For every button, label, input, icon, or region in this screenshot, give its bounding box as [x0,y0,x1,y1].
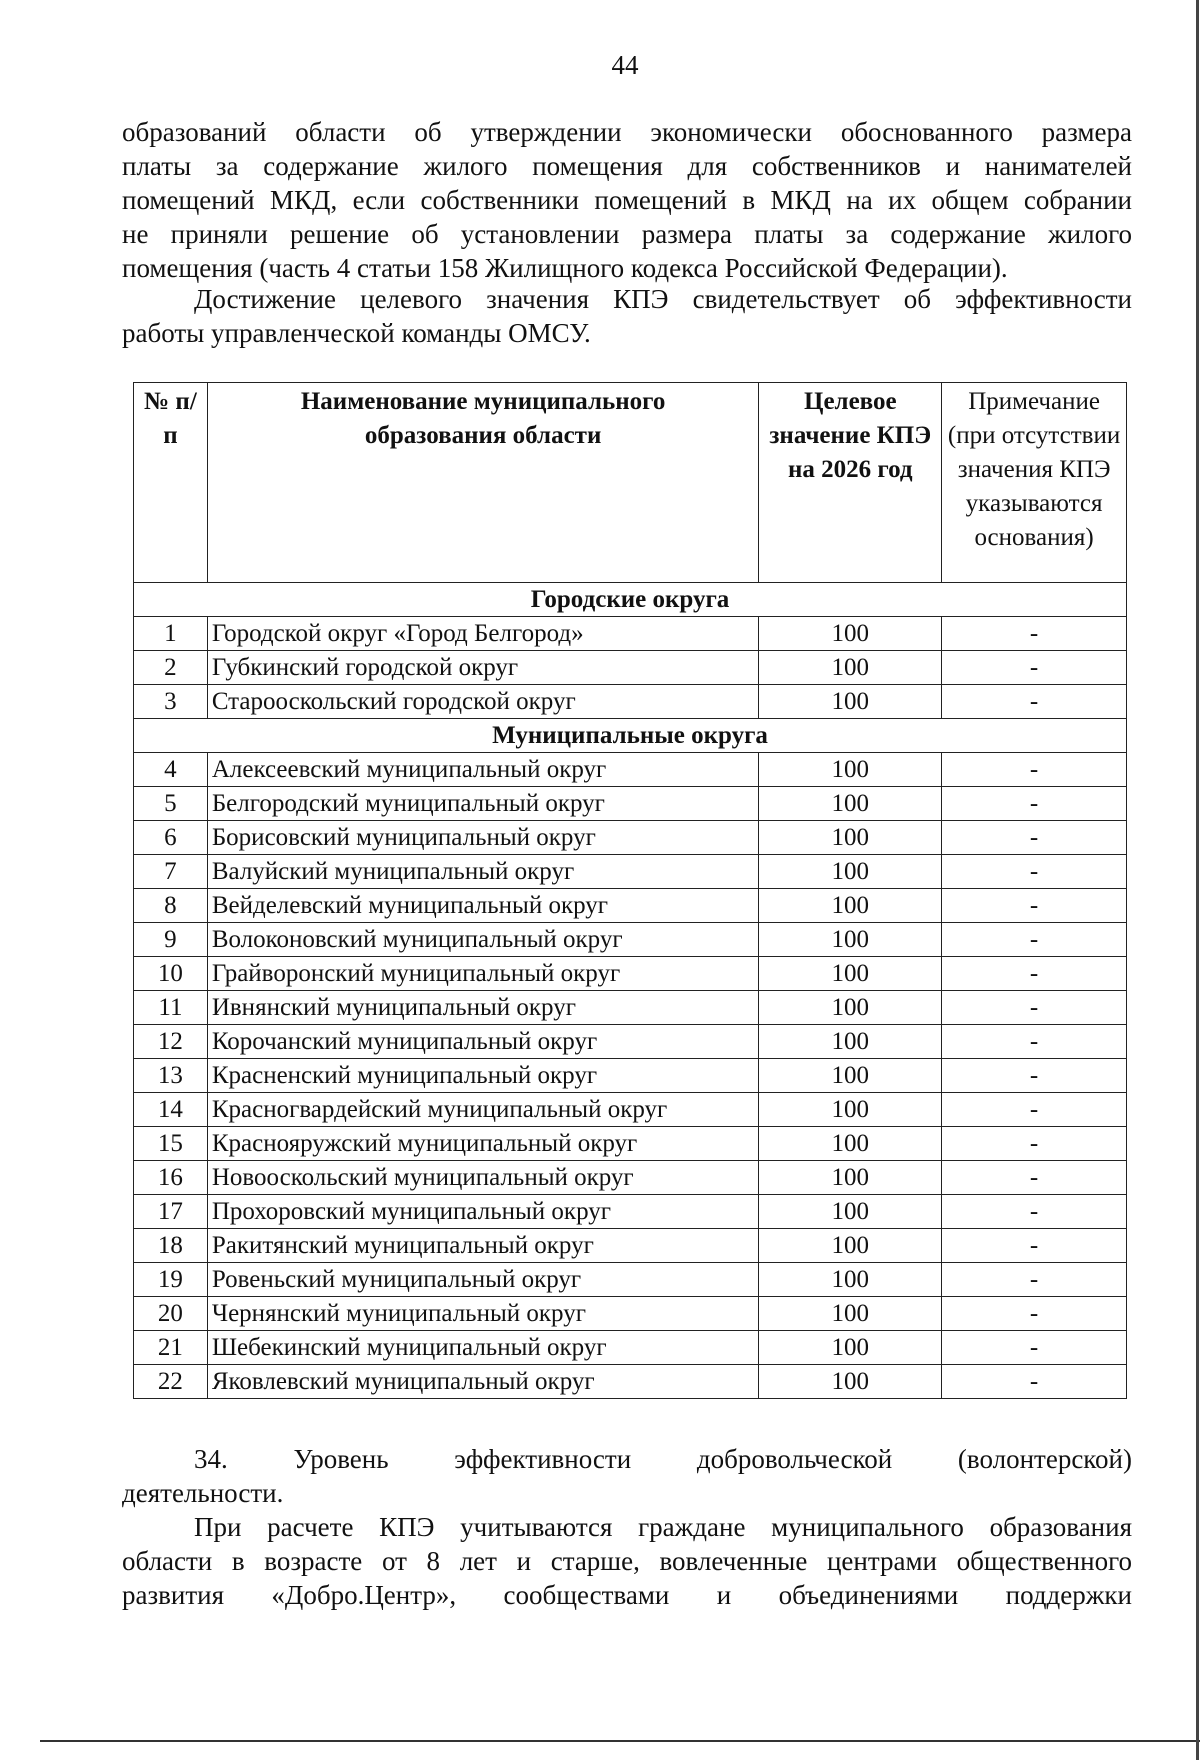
section-row [134,719,1127,753]
row-target-value: 100 [759,1229,942,1263]
table-row [134,1195,1127,1229]
row-target-value: 100 [759,1297,942,1331]
kpe-table [133,382,1127,1399]
section-title: Городские округа [134,583,1127,617]
row-note: - [942,617,1127,651]
row-name: Губкинский городской округ [207,651,759,685]
row-name: Краснояружский муниципальный округ [207,1127,759,1161]
header-name: Наименование муниципального образования области [207,383,759,583]
row-name: Корочанский муниципальный округ [207,1025,759,1059]
row-note: - [942,1059,1127,1093]
row-note: - [942,957,1127,991]
calc-paragraph [122,1510,1132,1612]
row-target-value: 100 [759,753,942,787]
table-row [134,1059,1127,1093]
header-note: Примечание (при отсутствии значения КПЭ указываются основания) [942,383,1127,583]
table-row [134,1229,1127,1263]
row-note: - [942,1365,1127,1399]
scan-bottom-line [40,1740,1200,1742]
row-number: 18 [134,1229,208,1263]
row-note: - [942,753,1127,787]
table-row [134,1127,1127,1161]
row-target-value: 100 [759,889,942,923]
table-row [134,855,1127,889]
row-number: 7 [134,855,208,889]
row-name: Ровеньский муниципальный округ [207,1263,759,1297]
row-name: Прохоровский муниципальный округ [207,1195,759,1229]
row-name: Старооскольский городской округ [207,685,759,719]
text-line: При расчете КПЭ учитываются граждане муниципального образования [194,1512,1132,1542]
text-line: развития «Добро.Центр», сообществами и объединениями поддержки [122,1580,1132,1610]
table-row [134,991,1127,1025]
row-name: Красненский муниципальный округ [207,1059,759,1093]
text-line: не приняли решение об установлении размера платы за содержание жилого [122,219,1132,249]
section-row [134,583,1127,617]
row-number: 16 [134,1161,208,1195]
text-line: деятельности. [122,1478,284,1508]
text-line: 34. Уровень эффективности добровольческой (волонтерской) [194,1444,1132,1474]
row-number: 3 [134,685,208,719]
row-target-value: 100 [759,1161,942,1195]
row-number: 15 [134,1127,208,1161]
header-target: Целевое значение КПЭ на 2026 год [759,383,942,583]
row-note: - [942,1025,1127,1059]
row-name: Борисовский муниципальный округ [207,821,759,855]
row-name: Красногвардейский муниципальный округ [207,1093,759,1127]
row-note: - [942,1093,1127,1127]
table-row [134,1365,1127,1399]
row-target-value: 100 [759,617,942,651]
table-row [134,957,1127,991]
row-name: Алексеевский муниципальный округ [207,753,759,787]
row-number: 17 [134,1195,208,1229]
table-row [134,821,1127,855]
table-row [134,753,1127,787]
row-name: Новооскольский муниципальный округ [207,1161,759,1195]
row-note: - [942,821,1127,855]
row-note: - [942,855,1127,889]
row-target-value: 100 [759,923,942,957]
row-target-value: 100 [759,651,942,685]
row-note: - [942,1331,1127,1365]
row-number: 4 [134,753,208,787]
row-name: Чернянский муниципальный округ [207,1297,759,1331]
row-name: Городской округ «Город Белгород» [207,617,759,651]
row-target-value: 100 [759,855,942,889]
row-target-value: 100 [759,1093,942,1127]
row-note: - [942,685,1127,719]
scan-right-edge [1196,0,1199,1760]
table-row [134,787,1127,821]
achievement-paragraph [122,282,1132,350]
row-number: 6 [134,821,208,855]
row-note: - [942,889,1127,923]
row-number: 11 [134,991,208,1025]
row-note: - [942,1229,1127,1263]
row-number: 20 [134,1297,208,1331]
row-number: 10 [134,957,208,991]
row-target-value: 100 [759,685,942,719]
row-note: - [942,1297,1127,1331]
text-line: помещений МКД, если собственники помещений в МКД на их общем собрании [122,185,1132,215]
row-number: 12 [134,1025,208,1059]
row-target-value: 100 [759,1365,942,1399]
row-note: - [942,1127,1127,1161]
row-name: Грайворонский муниципальный округ [207,957,759,991]
row-name: Ивнянский муниципальный округ [207,991,759,1025]
row-number: 5 [134,787,208,821]
row-number: 22 [134,1365,208,1399]
table-row [134,617,1127,651]
table-row [134,1025,1127,1059]
text-line: Достижение целевого значения КПЭ свидетельствует об эффективности [194,284,1132,314]
row-note: - [942,787,1127,821]
table-body [134,583,1127,1399]
row-note: - [942,1195,1127,1229]
row-name: Ракитянский муниципальный округ [207,1229,759,1263]
row-number: 21 [134,1331,208,1365]
row-target-value: 100 [759,991,942,1025]
row-note: - [942,1161,1127,1195]
table-row [134,1263,1127,1297]
row-note: - [942,923,1127,957]
row-name: Валуйский муниципальный округ [207,855,759,889]
text-line: области в возрасте от 8 лет и старше, вовлеченные центрами общественного [122,1546,1132,1576]
row-target-value: 100 [759,1331,942,1365]
row-number: 2 [134,651,208,685]
row-target-value: 100 [759,821,942,855]
table-header [134,383,1127,583]
row-target-value: 100 [759,957,942,991]
row-target-value: 100 [759,1025,942,1059]
row-number: 8 [134,889,208,923]
table-row [134,1331,1127,1365]
row-number: 9 [134,923,208,957]
table-row [134,651,1127,685]
row-name: Шебекинский муниципальный округ [207,1331,759,1365]
table-row [134,889,1127,923]
table-row [134,923,1127,957]
row-number: 19 [134,1263,208,1297]
row-target-value: 100 [759,1195,942,1229]
section-34-heading [122,1442,1132,1510]
table-row [134,1297,1127,1331]
text-line: помещения (часть 4 статьи 158 Жилищного кодекса Российской Федерации). [122,253,1008,283]
row-number: 14 [134,1093,208,1127]
row-note: - [942,991,1127,1025]
header-number: № п/п [134,383,208,583]
section-title: Муниципальные округа [134,719,1127,753]
row-name: Вейделевский муниципальный округ [207,889,759,923]
row-target-value: 100 [759,1127,942,1161]
page-number: 44 [611,50,639,80]
row-name: Белгородский муниципальный округ [207,787,759,821]
row-name: Волоконовский муниципальный округ [207,923,759,957]
row-target-value: 100 [759,787,942,821]
row-note: - [942,651,1127,685]
row-target-value: 100 [759,1263,942,1297]
row-number: 13 [134,1059,208,1093]
table-row [134,1093,1127,1127]
intro-paragraph [122,115,1132,285]
table-row [134,685,1127,719]
table-row [134,1161,1127,1195]
text-line: платы за содержание жилого помещения для собственников и нанимателей [122,151,1132,181]
text-line: работы управленческой команды ОМСУ. [122,318,591,348]
row-number: 1 [134,617,208,651]
text-line: образований области об утверждении экономически обоснованного размера [122,117,1132,147]
row-name: Яковлевский муниципальный округ [207,1365,759,1399]
row-note: - [942,1263,1127,1297]
row-target-value: 100 [759,1059,942,1093]
